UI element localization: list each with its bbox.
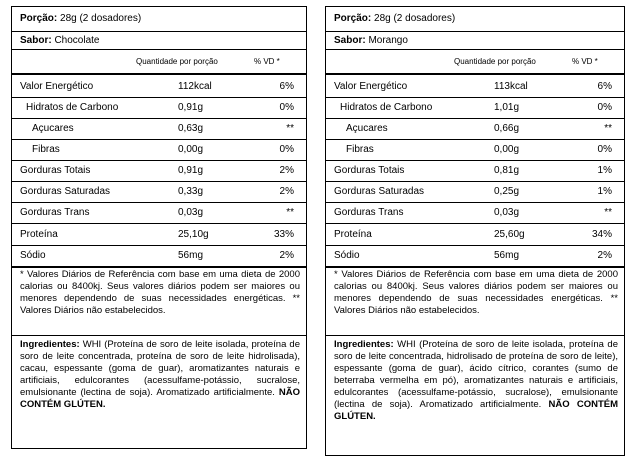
nutrient-name: Fibras	[32, 144, 60, 155]
nutrient-row	[12, 182, 306, 202]
nutrient-vd: **	[604, 207, 612, 218]
flavor-value: Chocolate	[54, 35, 100, 46]
nutrient-value: 0,03g	[494, 207, 520, 218]
nutrient-value: 0,00g	[494, 144, 520, 155]
nutrient-value: 56mg	[494, 250, 520, 261]
portion-value: 28g (2 dosadores)	[374, 13, 456, 24]
nutrient-value: 0,33g	[178, 186, 204, 197]
nutrient-name: Gorduras Saturadas	[20, 186, 111, 197]
nutrient-name: Proteína	[20, 229, 58, 240]
portion-line	[334, 13, 455, 25]
nutrient-row	[326, 203, 624, 223]
nutrient-value: 0,00g	[178, 144, 204, 155]
nutrient-value: 0,81g	[494, 165, 520, 176]
portion-label: Porção:	[20, 13, 58, 24]
nutrient-name: Gorduras Saturadas	[334, 186, 425, 197]
gluten-warning: NÃO CONTÉM GLÚTEN.	[20, 387, 300, 410]
nutrient-name: Gorduras Totais	[20, 165, 91, 176]
ingredients-label: Ingredientes:	[20, 339, 80, 350]
nutrient-row	[326, 182, 624, 202]
divider	[12, 223, 306, 224]
nutrient-name: Hidratos de Carbono	[26, 102, 119, 113]
divider	[12, 31, 306, 32]
nutrient-name: Valor Energético	[20, 81, 94, 92]
nutrient-row	[12, 203, 306, 223]
divider	[326, 31, 624, 32]
nutrient-vd: 2%	[279, 250, 294, 261]
nutrient-row	[12, 77, 306, 97]
divider	[12, 49, 306, 50]
nutrient-value: 0,91g	[178, 165, 204, 176]
nutrient-row	[326, 140, 624, 160]
nutrient-name: Açucares	[346, 123, 388, 134]
flavor-value: Morango	[368, 35, 408, 46]
ingredients	[20, 339, 300, 411]
nutrient-row	[12, 98, 306, 118]
nutrition-label-morango	[325, 6, 625, 456]
nutrient-row	[326, 161, 624, 181]
nutrient-value: 0,91g	[178, 102, 204, 113]
nutrient-name: Valor Energético	[334, 81, 408, 92]
nutrient-row	[326, 77, 624, 97]
nutrient-vd: 0%	[597, 102, 612, 113]
nutrient-value: 0,03g	[178, 207, 204, 218]
column-vd-header: % VD *	[572, 57, 598, 66]
nutrient-row	[12, 161, 306, 181]
flavor-label: Sabor:	[334, 35, 366, 46]
nutrient-value: 0,63g	[178, 123, 204, 134]
divider	[12, 73, 306, 75]
divider	[326, 73, 624, 75]
portion-label: Porção:	[334, 13, 372, 24]
nutrient-name: Sódio	[334, 250, 360, 261]
flavor-line	[20, 35, 99, 47]
nutrient-row	[12, 119, 306, 139]
nutrient-vd: 33%	[273, 229, 294, 240]
nutrient-vd: 2%	[279, 186, 294, 197]
nutrient-value: 25,60g	[494, 229, 525, 240]
nutrient-value: 1,01g	[494, 102, 520, 113]
nutrient-value: 0,66g	[494, 123, 520, 134]
nutrient-row	[12, 246, 306, 266]
divider	[326, 266, 624, 268]
divider	[12, 335, 306, 336]
nutrient-vd: **	[286, 123, 294, 134]
flavor-label: Sabor:	[20, 35, 52, 46]
nutrient-row	[326, 119, 624, 139]
nutrition-label-chocolate	[11, 6, 307, 449]
divider	[12, 266, 306, 268]
nutrient-name: Açucares	[32, 123, 74, 134]
divider	[326, 49, 624, 50]
nutrient-name: Gorduras Totais	[334, 165, 405, 176]
flavor-line	[334, 35, 408, 47]
nutrient-vd: 6%	[597, 81, 612, 92]
nutrient-row	[326, 98, 624, 118]
portion-line	[20, 13, 141, 25]
divider	[326, 335, 624, 336]
ingredients-label: Ingredientes:	[334, 339, 394, 350]
nutrient-value: 0,25g	[494, 186, 520, 197]
nutrient-name: Proteína	[334, 229, 372, 240]
nutrient-row	[326, 246, 624, 266]
ingredients-text: WHI (Proteína de soro de leite isolada, proteína de soro de leite concentrada, proteína de soro de leite hidrolisada), cacau, espessante (goma de guar), aromatizantes naturais e artificiais, edulcorantes (acessulfame-potássio, sucralose, emulsionante (lectina de soja). Aromatizado artificialmente.	[20, 339, 300, 398]
portion-value: 28g (2 dosadores)	[60, 13, 142, 24]
nutrient-vd: 1%	[597, 165, 612, 176]
nutrient-vd: 0%	[597, 144, 612, 155]
nutrient-vd: 2%	[279, 165, 294, 176]
nutrient-vd: 1%	[597, 186, 612, 197]
nutrient-name: Gorduras Trans	[20, 207, 90, 218]
ingredients-text: WHI (Proteína de soro de leite isolada, proteína de soro de leite concentrada, hidrolisado de proteína de soro de leite), espessante (goma de guar), ácido cítrico, corantes (sumo de beterraba vermelha em pó), aromatizantes naturais e artificiais, edulcorantes (acessulfame-potássio, sucralose), emulsionante (lectina de soja). Aromatizado artificialmente.	[334, 339, 618, 410]
nutrient-name: Hidratos de Carbono	[340, 102, 433, 113]
nutrient-row	[326, 225, 624, 245]
nutrient-vd: 0%	[279, 144, 294, 155]
nutrient-vd: 0%	[279, 102, 294, 113]
nutrient-value: 56mg	[178, 250, 204, 261]
nutrient-vd: 34%	[591, 229, 612, 240]
ingredients	[334, 339, 618, 423]
nutrient-vd: **	[286, 207, 294, 218]
gluten-warning: NÃO CONTÉM GLÚTEN.	[334, 399, 618, 422]
column-vd-header: % VD *	[254, 57, 280, 66]
nutrient-name: Fibras	[346, 144, 374, 155]
footnote: * Valores Diários de Referência com base em uma dieta de 2000 calorias ou 8400kj. Seus valores diários podem ser maiores ou menores dependendo de suas necessidades energéticas. ** Valores Diários não estabelecidos.	[334, 269, 618, 316]
nutrient-vd: 6%	[279, 81, 294, 92]
nutrient-vd: 2%	[597, 250, 612, 261]
column-quantity-header: Quantidade por porção	[136, 57, 218, 66]
nutrient-name: Gorduras Trans	[334, 207, 404, 218]
nutrient-name: Sódio	[20, 250, 46, 261]
nutrient-value: 113kcal	[494, 81, 528, 92]
column-quantity-header: Quantidade por porção	[454, 57, 536, 66]
nutrient-row	[12, 140, 306, 160]
nutrient-value: 25,10g	[178, 229, 209, 240]
nutrient-vd: **	[604, 123, 612, 134]
divider	[326, 223, 624, 224]
nutrient-value: 112kcal	[178, 81, 212, 92]
footnote: * Valores Diários de Referência com base em uma dieta de 2000 calorias ou 8400kj. Seus valores diários podem ser maiores ou menores dependendo de suas necessidades energéticas. ** Valores Diários não estabelecidos.	[20, 269, 300, 316]
nutrient-row	[12, 225, 306, 245]
